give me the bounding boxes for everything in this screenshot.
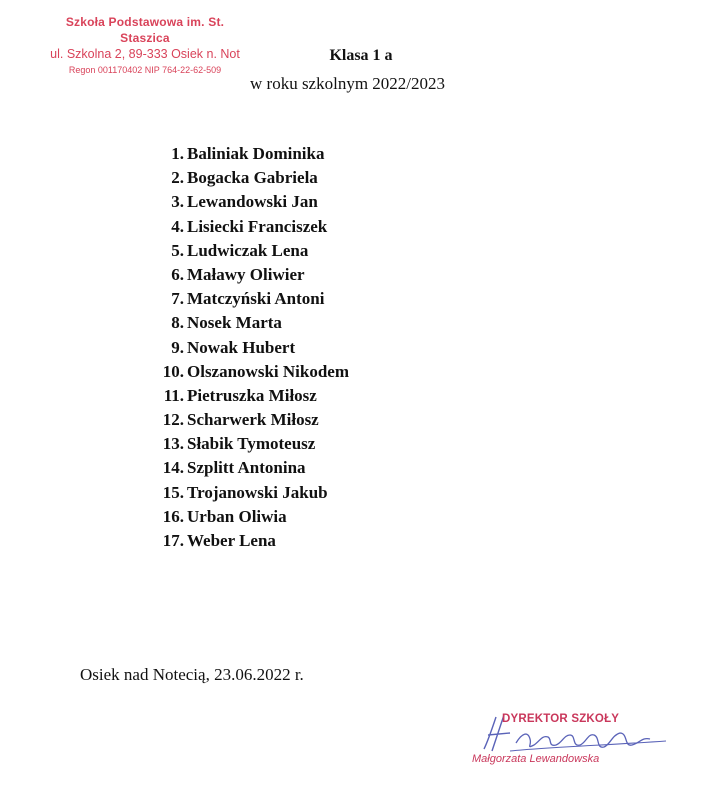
list-item-name: Pietruszka Miłosz bbox=[187, 385, 317, 405]
list-item bbox=[140, 265, 349, 289]
list-item bbox=[140, 144, 349, 168]
list-item-number: 8. bbox=[171, 313, 184, 333]
school-year: w roku szkolnym 2022/2023 bbox=[250, 74, 446, 93]
list-item-number: 7. bbox=[171, 289, 184, 309]
list-item bbox=[140, 507, 349, 531]
list-item-name: Scharwerk Miłosz bbox=[187, 410, 319, 430]
list-item-number: 1. bbox=[171, 144, 184, 163]
list-item-name: Urban Oliwia bbox=[187, 506, 287, 526]
list-item-number: 11. bbox=[163, 385, 184, 405]
list-item-name: Lisiecki Franciszek bbox=[187, 216, 328, 236]
list-item-number: 17. bbox=[162, 531, 184, 550]
list-item bbox=[140, 217, 349, 241]
class-title: Klasa 1 a bbox=[329, 47, 393, 64]
stamp-school-name: Szkoła Podstawowa im. St. Staszica bbox=[65, 15, 225, 45]
list-item bbox=[140, 289, 349, 313]
list-item bbox=[140, 168, 349, 192]
list-item bbox=[140, 192, 349, 216]
list-item bbox=[140, 338, 349, 362]
list-item-name: Baliniak Dominika bbox=[187, 144, 325, 163]
list-item-name: Lewandowski Jan bbox=[187, 192, 318, 212]
list-item-number: 13. bbox=[162, 434, 184, 454]
place-date: Osiek nad Notecią, 23.06.2022 r. bbox=[80, 665, 304, 684]
list-item bbox=[140, 434, 349, 458]
list-item-name: Trojanowski Jakub bbox=[187, 482, 328, 502]
stamp-ids: Regon 001170402 NIP 764-22-62-509 bbox=[68, 65, 222, 75]
list-item-number: 12. bbox=[162, 410, 184, 430]
list-item-name: Weber Lena bbox=[187, 531, 276, 550]
list-item-name: Ludwiczak Lena bbox=[187, 240, 309, 260]
list-item bbox=[140, 241, 349, 265]
stamp-address: ul. Szkolna 2, 89-333 Osiek n. Not bbox=[50, 47, 240, 61]
list-item bbox=[140, 386, 349, 410]
list-item-number: 2. bbox=[171, 168, 184, 188]
list-item bbox=[140, 410, 349, 434]
student-list bbox=[140, 144, 349, 555]
stamp-director-name: Małgorzata Lewandowska bbox=[472, 753, 600, 765]
list-item-number: 5. bbox=[171, 240, 184, 260]
list-item bbox=[140, 313, 349, 337]
list-item bbox=[140, 362, 349, 386]
list-item-number: 6. bbox=[171, 264, 184, 284]
list-item-name: Słabik Tymoteusz bbox=[187, 434, 316, 454]
school-stamp bbox=[40, 14, 250, 77]
list-item bbox=[140, 483, 349, 507]
list-item-name: Nowak Hubert bbox=[187, 337, 296, 357]
list-item-number: 4. bbox=[171, 216, 184, 236]
list-item bbox=[140, 531, 349, 555]
list-item-number: 14. bbox=[162, 458, 184, 478]
list-item-number: 3. bbox=[171, 192, 184, 212]
list-item-name: Maławy Oliwier bbox=[187, 264, 305, 284]
list-item-number: 10. bbox=[162, 361, 184, 381]
list-item-name: Olszanowski Nikodem bbox=[187, 361, 349, 381]
list-item-number: 15. bbox=[162, 482, 184, 502]
list-item-number: 16. bbox=[162, 506, 184, 526]
list-item-number: 9. bbox=[171, 337, 184, 357]
list-item-name: Bogacka Gabriela bbox=[187, 168, 318, 188]
list-item-name: Matczyński Antoni bbox=[187, 289, 325, 309]
list-item bbox=[140, 458, 349, 482]
stamp-role: DYREKTOR SZKOŁY bbox=[502, 713, 620, 725]
list-item-name: Nosek Marta bbox=[187, 313, 282, 333]
director-signature-stamp bbox=[470, 705, 670, 775]
list-item-name: Szplitt Antonina bbox=[187, 458, 306, 478]
